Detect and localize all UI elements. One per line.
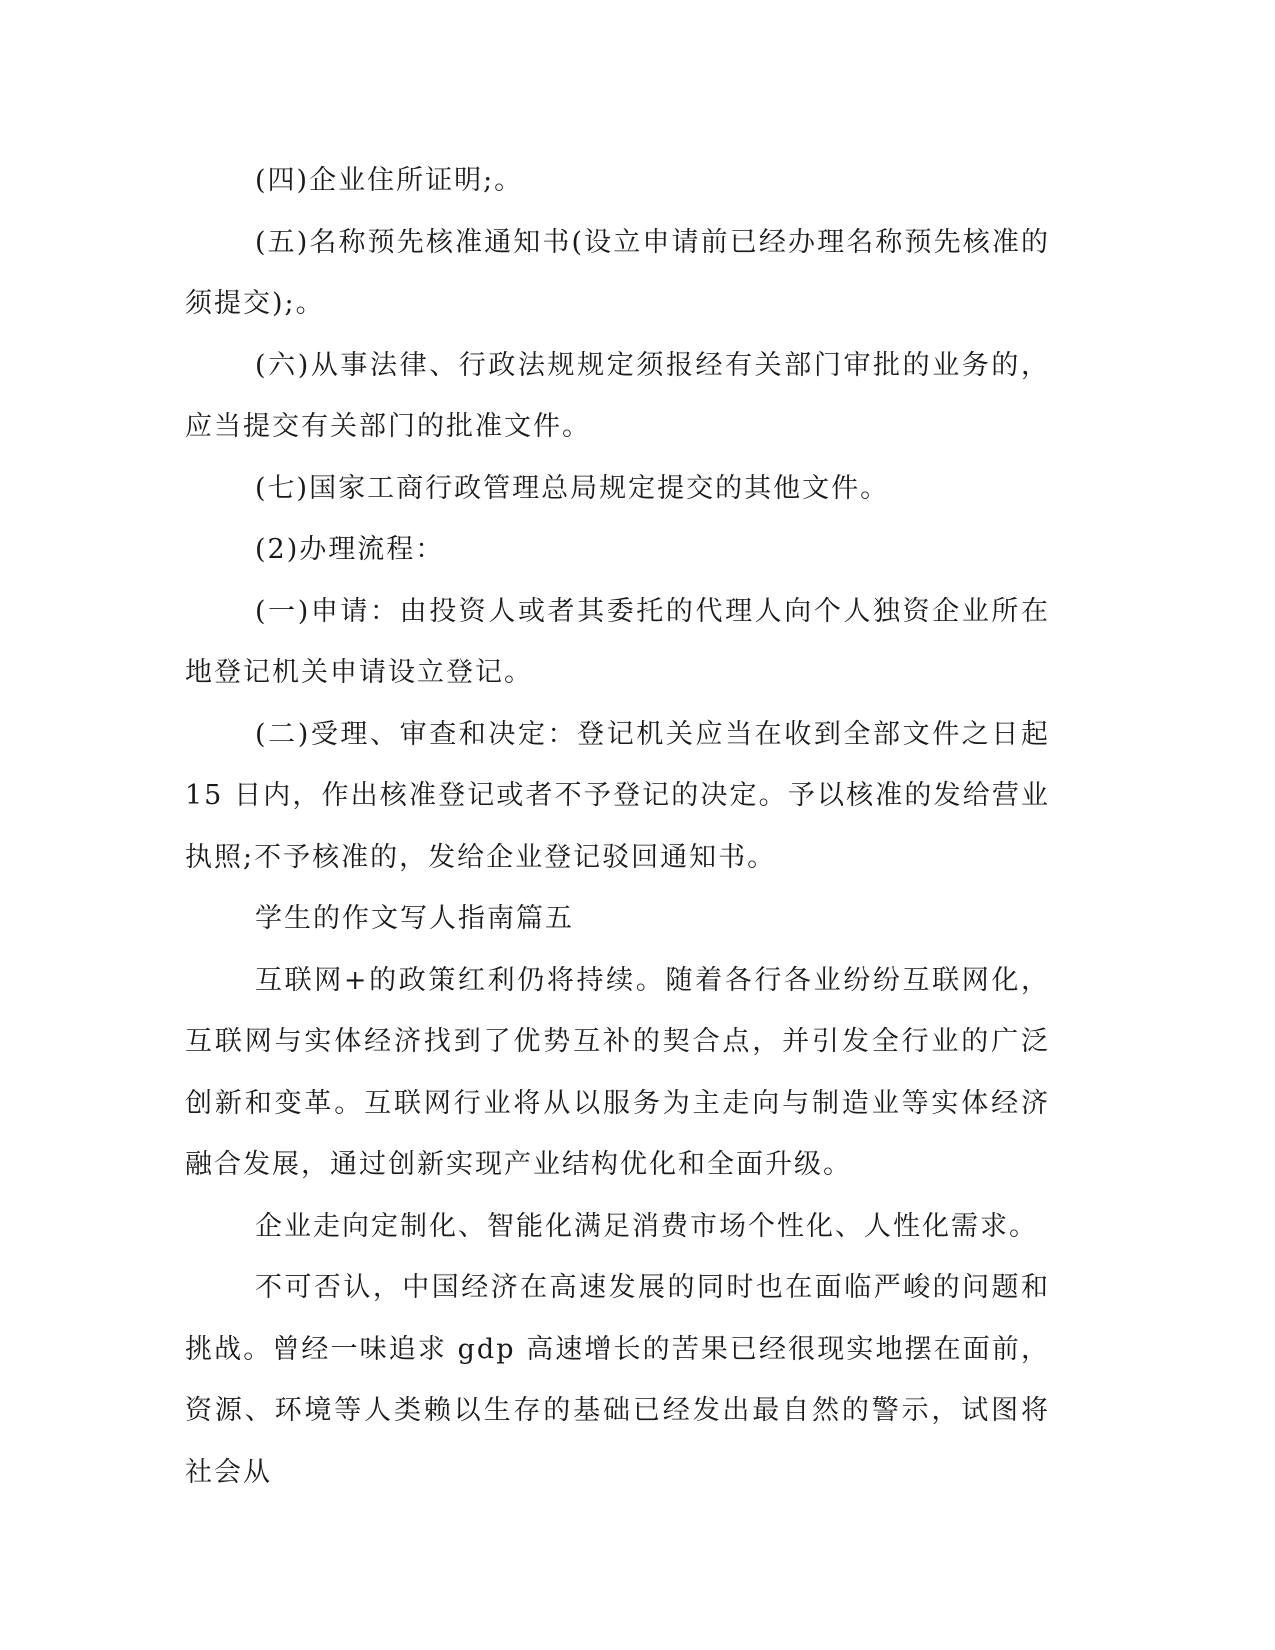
- paragraph-challenges: 不可否认，中国经济在高速发展的同时也在面临严峻的问题和挑战。曾经一味追求 gdp 高速增长的苦果已经很现实地摆在面前，资源、环境等人类赖以生存的基础已经发出最自然的警示，试图将社会从: [185, 1272, 1050, 1488]
- paragraph-4-residence-proof: (四)企业住所证明;。: [255, 165, 524, 196]
- document-body: [185, 150, 1050, 1503]
- paragraph-5-name-approval: (五)名称预先核准通知书(设立申请前已经办理名称预先核准的须提交);。: [185, 226, 1050, 319]
- paragraph-procedure-heading: (2)办理流程：: [255, 534, 445, 565]
- paragraph-7-other-documents: (七)国家工商行政管理总局规定提交的其他文件。: [255, 472, 890, 504]
- paragraph-6-approval-documents: (六)从事法律、行政法规规定须报经有关部门审批的业务的，应当提交有关部门的批准文件。: [185, 349, 1050, 442]
- paragraph-step-apply: (一)申请：由投资人或者其委托的代理人向个人独资企业所在地登记机关申请设立登记。: [185, 595, 1050, 688]
- paragraph-step-review: (二)受理、审查和决定：登记机关应当在收到全部文件之日起 15 日内，作出核准登记或者不予登记的决定。予以核准的发给营业执照;不予核准的，发给企业登记驳回通知书。: [185, 718, 1050, 873]
- section-heading: 学生的作文写人指南篇五: [255, 903, 574, 934]
- paragraph-customization: 企业走向定制化、智能化满足消费市场个性化、人性化需求。: [255, 1210, 1038, 1242]
- paragraph-internet-plus: 互联网+的政策红利仍将持续。随着各行各业纷纷互联网化，互联网与实体经济找到了优势互补的契合点，并引发全行业的广泛创新和变革。互联网行业将从以服务为主走向与制造业等实体经济融合发展，通过创新实现产业结构优化和全面升级。: [185, 964, 1050, 1180]
